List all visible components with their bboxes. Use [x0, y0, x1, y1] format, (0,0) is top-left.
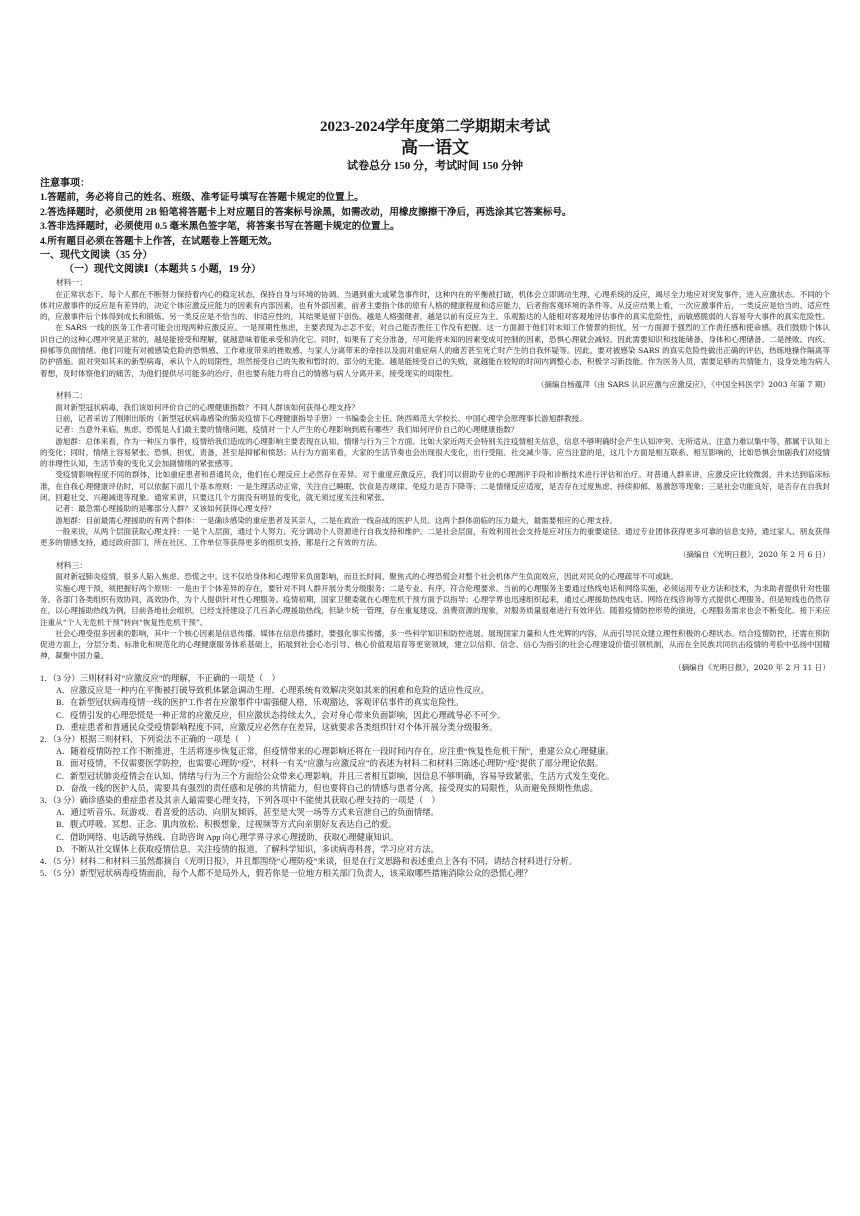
- material-paragraph: 一般来说，从两个层面获取心理支持：一是个人层面，通过个人努力、充分调动个人资源进行自我支持和维护。二是社会层面，有效利用社会支持是应对压力的重要途径。通过专业团体获得更多可靠的信息支持，通过家人、朋友获得更多的情感支持，通过政府部门、所在社区、工作单位等获得更多的组织支持，都是行之有效的方法。: [40, 526, 830, 548]
- material-paragraph: 日前，记者采访了刚刚出版的《新型冠状病毒感染的肺炎疫情下心理健康指导手册》一书编委会主任、陕西师范大学校长、中国心理学会原理事长游旭群教授。: [55, 413, 587, 423]
- question-option: A．应激反应是一种内在平衡被打破导致机体紧急调动生理、心理系统有效解决突如其来的困难和危险的适应性反应。: [56, 686, 490, 696]
- material-label: 材料三：: [56, 560, 88, 570]
- question-1: [40, 673, 830, 734]
- notice-item: 2.答选择题时，必须使用 2B 铅笔将答题卡上对应题目的答案标号涂黑，如需改动，用橡皮擦擦干净后，再选涂其它答案标号。: [40, 206, 572, 218]
- material-paragraph: 实施心理干预，须把握好两个原则：一是由于个体差异的存在，要针对不同人群开展分类分级服务；二是专业、有序，符合伦理要求。当前的心理服务主要通过热线电话和网络实施，必须运用专业方法和技术，为求助者提供针对性服务。各部门各类组织有效协同、高效协作，为个人提供针对性心理服务。疫情初期，国家卫健委就在心理危机干预方面予以指导；心理学界也迅速组织起来，通过心理援助热线电话、网络在线咨询等方式提供心理服务。但是短线也仍然存在，以心理援助热线为例，目前各地社会组织，已经支持建设了几百条心理援助热线，但缺少统一管理，存在重复建设、浪费资源的现象，对服务质量很难进行有效评估。随着疫情防控形势的演进，心理服务需求也会不断变化。接下来应注重从“个人无危机干预”转向“恢复性危机干预”。: [40, 583, 830, 627]
- question-option: D．不断从社交媒体上获取疫情信息，关注疫情的报道，了解科学知识，多读病毒科普，学习应对方法。: [56, 844, 439, 854]
- exam-subject: 高一语文: [401, 138, 469, 157]
- exam-page: [40, 118, 830, 880]
- exam-title: 2023-2024学年度第二学期期末考试: [320, 119, 550, 135]
- material-paragraph: 面对新型冠状病毒，我们该如何评价自己的心理健康指数？不同人群该如何获得心理支持？: [55, 402, 359, 412]
- material-paragraph: 在正常状态下，每个人都在不断努力保持着内心的稳定状态，保持自身与环境的协调。当遇到重大或紧急事件时，这种内在的平衡被打破，机体会立即调动生理、心理系统的反应，竭尽全力地应对突发事件，进入应激状态。不同的个体对应激事件的反应是有差异的，决定个体应激反应能力的因素有内部因素，也有外部因素，前者主要指个体的原有人格的健康程度和适应能力，后者指客观环境的条件等。从反应结果上看，一次应激事件后，一类反应是恰当的、适应性的，应激事件后个体得到成长和锻炼。另一类反应是不恰当的、非适应性的，其结果是留下创伤。越是人格强健者，越是以前有反应为主。乐观豁达的人能相对客观地评估事件的真实危险性，而敏感脆弱的人容易夸大事件的真实危险性。: [40, 289, 830, 322]
- notice-item: 4.所有题目必须在答题卡上作答，在试题卷上答题无效。: [40, 235, 278, 247]
- notice-heading: 注意事项：: [40, 178, 90, 189]
- material-paragraph: 社会心理受很多因素的影响，其中一个核心因素是信息传播。媒体在信息传播时，要强化事实传播，多一些科学知识和防控进展、展现国家力量和人性光辉的内容，从而引导民众建立理性积极的心理状态。结合疫情防控，还需在预防促进方面上，分层分类、标准化和规范化的心理健康服务体系基础上，拓展到社会心态引导、核心价值观培育等更宽领域，建立以信仰、信念、信心为指引的社会心理建设价值引领机制，从而在全民族共同抗击疫情的考验中弘扬中国精神，凝聚中国力量。: [40, 628, 830, 661]
- notice-item: 1.答题前，务必将自己的姓名、班级、准考证号填写在答题卡规定的位置上。: [40, 192, 364, 203]
- question-stem: 4．（5 分）材料二和材料三虽然都摘自《光明日报》，并且都围绕“心理防疫”来谈，但是在行文思路和表述重点上各有不同，请结合材料进行分析。: [40, 857, 578, 867]
- question-5: [40, 868, 830, 880]
- material-paragraph: 受疫情影响程度不同的群体，比如重症患者和普通民众，他们在心理反应上必然存在差异。对于重度应激反应，我们可以借助专业的心理测评手段和诊断技术进行评估和治疗。对普通人群来讲，应激反应比较微弱，并未达到临床标准，在自我心理健康评估时，可以依据下面几个基本原则：一是生理活动正常，关注自己睡眠、饮食是否规律、免疫力是否下降等；二是情绪反应适度，是否存在过度焦虑、持续抑郁、易激怒等现象；三是社会功能良好，是否存在自我封闭、回避社交、兴趣减退等现象。通常来讲，只要这几个方面没有明显的变化，就无须过度关注和紧张。: [40, 470, 830, 503]
- question-option: D．奋战一线的医护人员，需要具有强烈的责任感和足够的共情能力，但也要将自己的情感与患者分离，接受现实的局限性，从而避免预期性焦虑。: [56, 783, 599, 793]
- question-option: C．疫情引发的心理恐慌是一种正常的应激反应，但应激状态持续太久，会对身心带来负面影响，因此心理疏导必不可少。: [56, 710, 506, 720]
- question-4: [40, 856, 830, 868]
- question-stem: 3．（3 分）确诊感染的重症患者及其亲人最需要心理支持，下列各项中不能使其获取心理支持的一项是（ ）: [40, 796, 440, 806]
- question-option: B．腹式呼吸、冥想、正念、肌肉放松、积极想象，过视频等方式向亲朋好友表达自己的爱。: [56, 820, 397, 830]
- material-label: 材料二：: [56, 391, 88, 401]
- notice-item: 3.答非选择题时，必须使用 0.5 毫米黑色签字笔，将答案书写在答题卡规定的位置上。: [40, 221, 400, 232]
- material-source: （摘编自杨蕴萍《由 SARS 认识应激与应激反应》，《中国全科医学》2003 年第 7 期）: [536, 379, 830, 389]
- question-stem: 2．（3 分）根据三则材料，下列说法不正确的一项是（ ）: [40, 735, 256, 745]
- question-3: [40, 795, 830, 856]
- question-stem: 1．（3 分）三则材料对“应激反应”的理解，不正确的一项是（ ）: [40, 674, 280, 683]
- question-stem: 5．（5 分）新型冠状病毒疫情面前，每个人都不是局外人，假若你是一位地方相关部门负责人，该采取哪些措施消除公众的恐慌心理？: [40, 869, 533, 879]
- material-source: （摘编自《光明日报》，2020 年 2 月 11 日）: [674, 662, 830, 672]
- material-source: （摘编自《光明日报》，2020 年 2 月 6 日）: [678, 549, 830, 559]
- question-option: A．通过听音乐、玩游戏、看喜爱的活动、向朋友倾诉，甚至是大哭一场等方式来宣泄自己的负面情绪。: [56, 808, 439, 818]
- exam-info: 试卷总分 150 分，考试时间 150 分钟: [347, 160, 523, 172]
- section-title: 一、现代文阅读（35 分）: [40, 250, 153, 261]
- material-paragraph: 游旭群：总体来看，作为一种压力事件，疫情给我们造成的心理影响主要表现在认知、情绪与行为三个方面。比如大家近两天会特别关注疫情相关信息，信息不够明确时会产生认知冲突、无所适从、注意力难以集中等，都属于认知上的变化；同时，情绪上容易紧张、恐惧、担忧、责备，甚至是抑郁和愤怒；从行为方面来看，大家的生活节奏也会出现很大变化，出行受阻、社交减少等。应当注意的是，这几个方面是相互联系、相互影响的，比如恐惧会加剧我们对疫情的非理性认知，生活节奏的变化又会加剧情绪的紧张感等。: [40, 436, 830, 469]
- question-option: B．面对疫情，不仅需要医学防控，也需要心理防“疫”，材料一有关“应激与应激反应”的表述为材料二和材料三陈述心理防“疫”提供了部分理论依据。: [56, 759, 604, 769]
- question-option: A．随着疫情防控工作不断推进，生活将逐步恢复正常，但疫情带来的心理影响还将在一段时间内存在，应注重“恢复性危机干预”，重建公众心理健康。: [56, 747, 614, 757]
- question-option: B．在新型冠状病毒疫情一线的医护工作者在应激事件中需强健人格，乐观豁达，客观评估事件的真实危险性。: [56, 698, 464, 708]
- material-paragraph: 面对新冠肺炎疫情，很多人陷入焦虑、恐慌之中。这不仅给身体和心理带来负面影响，而且长时间、聚焦式的心理恐慌会对整个社会机体产生负面效应，因此对民众的心理疏导不可或缺。: [55, 572, 678, 582]
- question-option: D．重症患者和普通民众受疫情影响程度不同，应激反应必然存在差异，这就要求各类组织针对个体开展分类分级服务。: [56, 722, 498, 732]
- material-label: 材料一：: [56, 278, 88, 287]
- material-paragraph: 记者：当意外来临，焦虑、恐慌是人们最主要的情绪问题，疫情对一个人产生的心理影响到底有哪些？我们如何评价自己的心理健康指数？: [55, 425, 519, 435]
- question-2: [40, 734, 830, 795]
- material-paragraph: 记者：最急需心理援助的是哪部分人群？又该如何获得心理支持？: [55, 504, 276, 514]
- question-option: C．新型冠状肺炎疫情会在认知、情绪与行为三个方面给公众带来心理影响，并且三者相互影响，因信息不够明确，容易导致紧张，生活方式发生变化。: [56, 771, 615, 781]
- material-paragraph: 游旭群：目前最需心理援助的有两个群体：一是确诊感染的重症患者及其亲人，二是在救治一线奋战的医护人员。这两个群体面临的压力最大，最需要相应的心理支持。: [55, 515, 618, 525]
- subsection-title: （一）现代文阅读Ⅰ（本题共 5 小题，19 分）: [64, 264, 262, 275]
- question-option: C．借助网络、电话疏导热线、自助咨询 App 向心理学界寻求心理援助，获取心理健康知识。: [56, 832, 399, 842]
- material-paragraph: 在 SARS 一线的医务工作者可能会出现两种应激反应。一是预期性焦虑，主要表现为忐忑不安，对自己能否胜任工作没有把握。这一方面源于他们对未知工作情景的担忧，另一方面源于强烈的工作责任感和使命感。我们鼓励个体认识自己的这种心理冲突是正常的，越是能接受和理解，就越意味着能承受和消化它。同时，如果有了充分准备，尽可能将未知的因素变成可控制的因素，恐惧心理就会减轻。因此需要知识和技能储备、身体和心理储备。二是挫败、内疚、抑郁等负面情绪。他们可能有对被感染危险的恐惧感、工作难度带来的挫败感、与家人分离带来的牵挂以及面对重症病人的痛苦甚至死亡时产生的自我怀疑等。因此，要对被感染 SARS 的真实危险性做出正确的评估，热练地操作隔离等防护措施。面对突如其来的新型病毒，承认个人的局限性，坦然接受自己的失败和暂时的、部分的无能。越是能接受自己的失败，就越能在较短的时间内调整心态，积极学习新技能。作为医务人员，需要足够的共情能力，设身处地为病人着想，及时体察他们的痛苦，为他们提供尽可能多的治疗，但也要有能力将自己的情感与病人分离开来，接受现实的局限性。: [40, 323, 830, 378]
